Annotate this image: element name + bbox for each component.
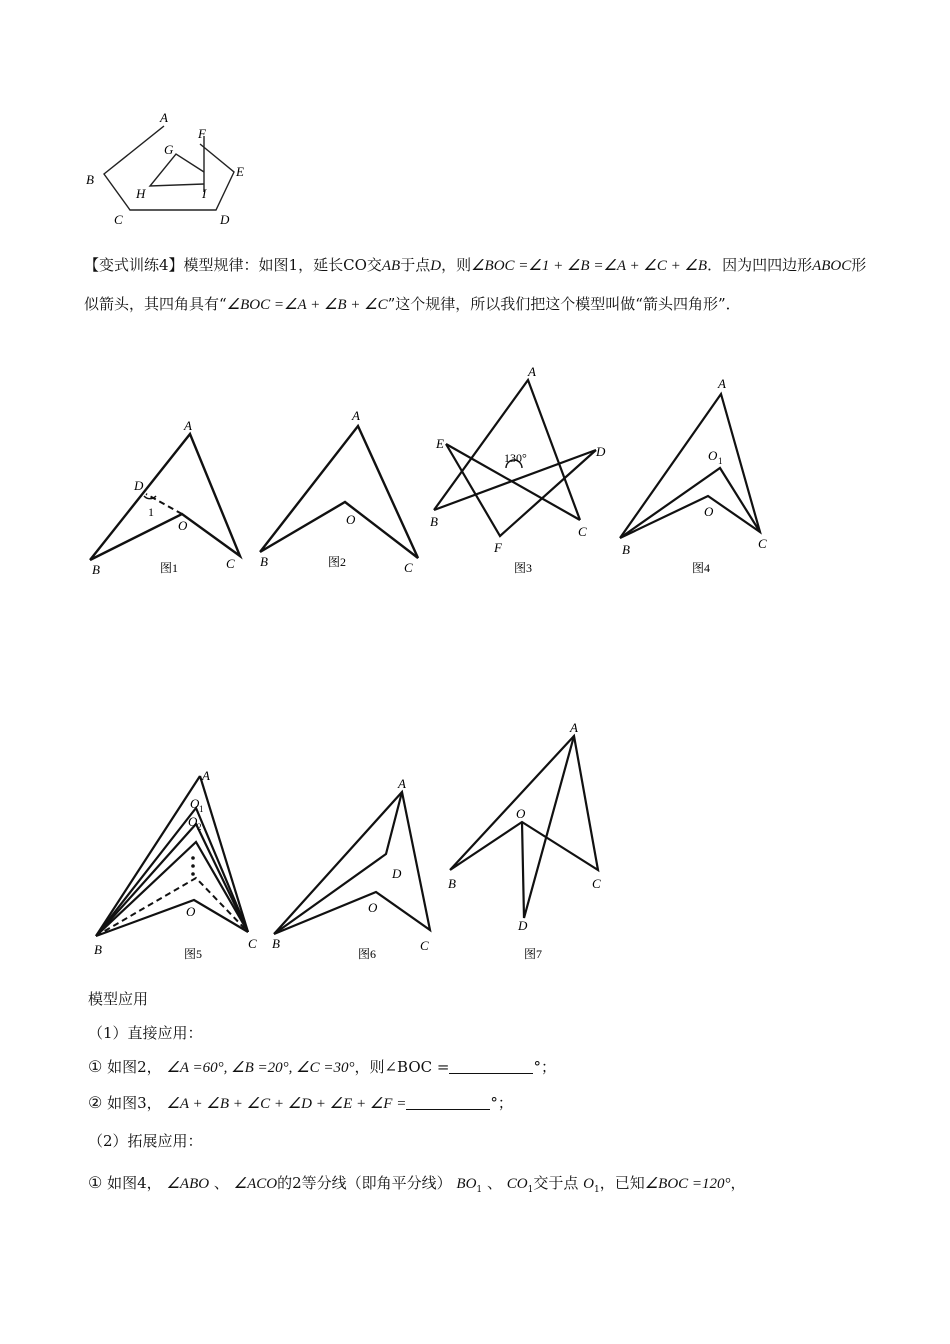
- q1-num: ①: [88, 1057, 103, 1076]
- q1-text: 如图2，: [107, 1058, 162, 1076]
- q1-ask: ，则∠BOC =: [354, 1058, 450, 1076]
- q3-sub3: 1: [593, 1185, 600, 1195]
- fig5-label-a: A: [202, 768, 210, 783]
- angle-arc: [144, 496, 156, 499]
- question-3: [88, 1172, 746, 1195]
- figure-4: [620, 376, 767, 575]
- fig3-label-b: B: [430, 514, 438, 529]
- figure-3: [430, 364, 606, 575]
- q3-text3: 交于点: [533, 1174, 579, 1192]
- intro-text3: ，则: [441, 256, 472, 274]
- fig5-label-sub1: 1: [199, 804, 204, 814]
- fig4-label-c: C: [758, 536, 767, 551]
- q3-end: ，: [730, 1174, 746, 1192]
- intro-bracket: 【变式训练4】: [84, 256, 184, 274]
- question-2: [88, 1092, 513, 1113]
- q3-text: 如图4，: [107, 1174, 162, 1192]
- q3-given: ∠BOC =120°: [644, 1176, 731, 1192]
- figure-2: [260, 408, 418, 575]
- fig6-label-a: A: [398, 776, 406, 791]
- label-i: I: [202, 186, 207, 201]
- q1-unit: °；: [533, 1058, 556, 1076]
- fig6-label-d: D: [392, 866, 402, 881]
- label-d: D: [220, 212, 230, 227]
- q2-expr: ∠A + ∠B + ∠C + ∠D + ∠E + ∠F =: [166, 1096, 407, 1112]
- fig4-caption: 图4: [692, 561, 711, 575]
- fig6-label-c: C: [420, 938, 429, 953]
- label-a: A: [160, 110, 168, 125]
- label-b: B: [86, 172, 94, 187]
- label-c: C: [114, 212, 123, 227]
- fig1-label-a: A: [184, 418, 192, 433]
- pentagon-figure: [80, 110, 260, 232]
- label-e: E: [236, 164, 244, 179]
- fig7-label-d: D: [518, 918, 528, 933]
- fig2-label-b: B: [260, 554, 268, 569]
- q3-o: O: [583, 1176, 594, 1192]
- ghi-triangle: [150, 154, 204, 186]
- fig3-label-e: E: [436, 436, 444, 451]
- q3-text2: 的2等分线（即角平分线）: [277, 1174, 452, 1192]
- fig3-label-f: F: [494, 540, 502, 555]
- label-f: F: [198, 126, 206, 141]
- intro-formula1: ∠BOC =∠1 + ∠B =∠A + ∠C + ∠B: [471, 258, 708, 274]
- fig5-label-o2: O: [188, 814, 198, 829]
- intro-paragraph: [84, 246, 874, 324]
- q2-num: ②: [88, 1093, 103, 1112]
- fig1-caption: 图1: [160, 561, 179, 575]
- pentagon-outline: [104, 126, 234, 210]
- q3-sep: 、: [213, 1174, 229, 1192]
- part2-heading: （2）拓展应用：: [88, 1132, 203, 1150]
- q1-answer-blank[interactable]: [449, 1059, 533, 1074]
- figure-1: [90, 418, 240, 577]
- intro-text4: ．因为凹四边形: [707, 256, 813, 274]
- fig4-label-b: B: [622, 542, 630, 557]
- intro-ab: AB: [381, 258, 401, 274]
- intro-text2: 于点: [400, 256, 431, 274]
- fig1-label-d: D: [134, 478, 144, 493]
- fig7-label-b: B: [448, 876, 456, 891]
- q3-angle2: ∠ACO: [233, 1176, 278, 1192]
- q3-co: CO: [506, 1176, 528, 1192]
- fig5-label-b: B: [94, 942, 102, 957]
- fig5-label-sub2: 2: [197, 822, 202, 832]
- label-g: G: [164, 142, 174, 157]
- fig3-caption: 图3: [514, 561, 533, 575]
- part1-heading: （1）直接应用：: [88, 1024, 203, 1042]
- q2-text: 如图3，: [107, 1094, 162, 1112]
- fig5-label-c: C: [248, 936, 257, 951]
- figure-6: [272, 776, 430, 961]
- figure-7: [448, 720, 601, 961]
- fig6-label-b: B: [272, 936, 280, 951]
- fig3-label-c: C: [578, 524, 587, 539]
- fig7-label-c: C: [592, 876, 601, 891]
- intro-text1: 模型规律：如图1，延长CO交: [183, 256, 382, 274]
- fig1-label-1: 1: [148, 505, 154, 519]
- fig5-label-o: O: [186, 904, 196, 919]
- fig5-caption: 图5: [184, 947, 203, 961]
- figures-row1: [80, 364, 800, 584]
- fig4-label-o: O: [704, 504, 714, 519]
- fig4-label-a: A: [718, 376, 726, 391]
- intro-d: D: [430, 258, 442, 274]
- fig3-label-d: D: [596, 444, 606, 459]
- q3-sep2: 、: [486, 1174, 502, 1192]
- intro-formula2: ∠BOC =∠A + ∠B + ∠C: [226, 297, 388, 313]
- fig3-label-a: A: [528, 364, 536, 379]
- figure-5: [94, 768, 257, 961]
- q3-sub1: 1: [476, 1185, 483, 1195]
- q3-bo: BO: [456, 1176, 477, 1192]
- q3-num: ①: [88, 1173, 103, 1192]
- fig2-label-a: A: [352, 408, 360, 423]
- fig7-caption: 图7: [524, 947, 543, 961]
- question-1: [88, 1056, 556, 1077]
- q3-text4: ，已知: [599, 1174, 645, 1192]
- q3-sub2: 1: [527, 1185, 534, 1195]
- q2-answer-blank[interactable]: [406, 1095, 490, 1110]
- intro-text6: ”这个规律，所以我们把这个模型叫做“箭头四角形”．: [387, 295, 741, 313]
- fig2-caption: 图2: [328, 555, 347, 569]
- fig6-caption: 图6: [358, 947, 377, 961]
- fig3-label-130: 130°: [504, 451, 527, 465]
- q3-angle1: ∠ABO: [166, 1176, 210, 1192]
- fig2-label-c: C: [404, 560, 413, 575]
- intro-text5: 形似箭头，其四角具有“: [84, 256, 867, 313]
- fig7-label-a: A: [570, 720, 578, 735]
- fig1-label-c: C: [226, 556, 235, 571]
- intro-abo: ABOC: [812, 258, 852, 274]
- fig6-label-o: O: [368, 900, 378, 915]
- fig1-label-o: O: [178, 518, 188, 533]
- q1-given: ∠A =60°, ∠B =20°, ∠C =30°: [166, 1060, 355, 1076]
- label-h: H: [136, 186, 146, 201]
- q2-unit: °；: [490, 1094, 513, 1112]
- fig7-label-o: O: [516, 806, 526, 821]
- fig4-label-sub1: 1: [718, 456, 723, 466]
- figures-row2: [80, 718, 640, 968]
- section-title: 模型应用: [88, 990, 149, 1008]
- fig5-label-o1: O: [190, 796, 200, 811]
- fig1-label-b: B: [92, 562, 100, 577]
- fig4-label-o1: O: [708, 448, 718, 463]
- fig2-label-o: O: [346, 512, 356, 527]
